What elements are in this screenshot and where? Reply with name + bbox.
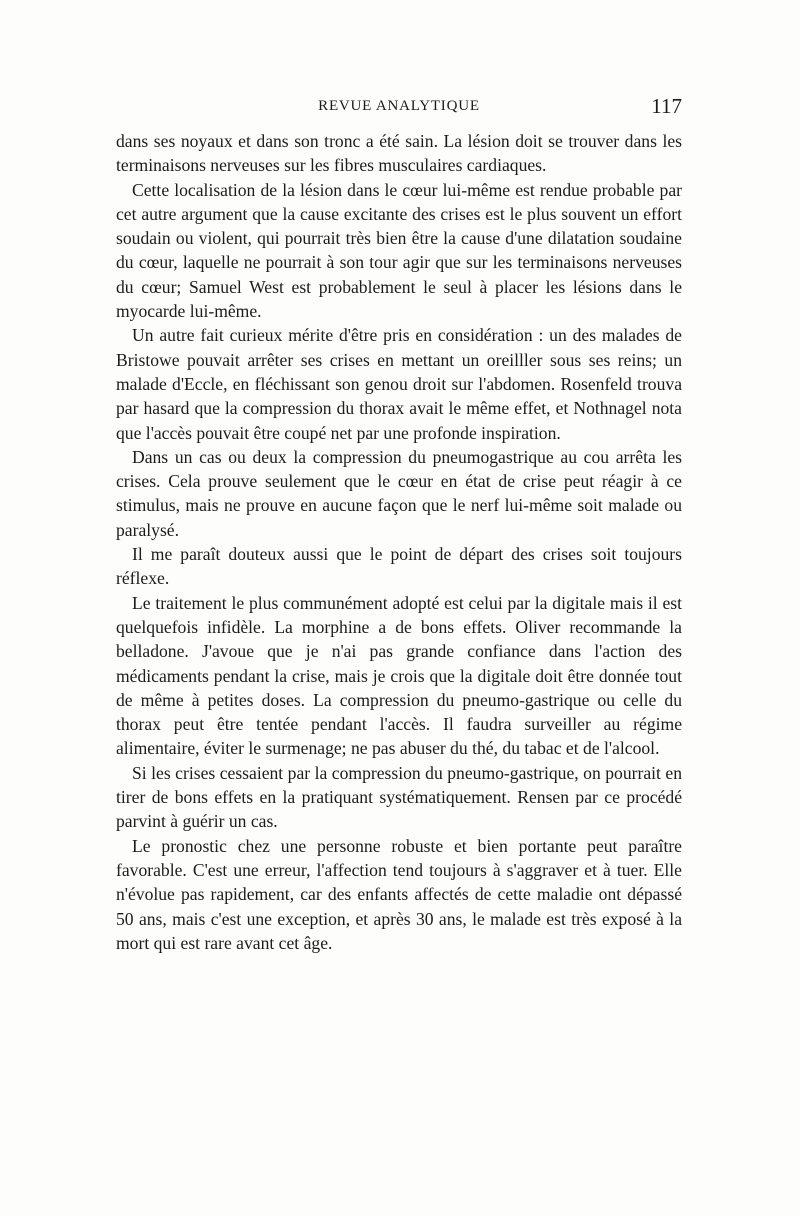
paragraph: Le traitement le plus communément adopté est celui par la digitale mais il est quelquefois infidèle. La morphine a de bons effets. Oliver recommande la belladone. J'avoue que je n'ai pas grande confiance dans l'action des médicaments pendant la crise, mais je crois que la digitale doit être donnée tout de même à petites doses. La compression du pneumo-gastrique ou celle du thorax peut être tentée pendant l'accès. Il faudra surveiller au régime alimentaire, éviter le surmenage; ne pas abuser du thé, du tabac et de l'alcool. xyxy=(116,592,682,759)
body-text xyxy=(116,129,682,955)
page-number: 117 xyxy=(651,94,682,118)
running-title: REVUE ANALYTIQUE xyxy=(318,98,480,114)
paragraph: Le pronostic chez une personne robuste et bien portante peut paraître favorable. C'est une erreur, l'affection tend toujours à s'aggraver et à tuer. Elle n'évolue pas rapidement, car des enfants affectés de cette maladie ont dépassé 50 ans, mais c'est une exception, et après 30 ans, le malade est très exposé à la mort qui est rare avant cet âge. xyxy=(116,835,682,953)
paragraph-continuation: dans ses noyaux et dans son tronc a été sain. La lésion doit se trouver dans les terminaisons nerveuses sur les fibres musculaires cardiaques. xyxy=(116,131,682,176)
paragraph: Dans un cas ou deux la compression du pneumogastrique au cou arrêta les crises. Cela prouve seulement que le cœur en état de crise peut réagir à ce stimulus, mais ne prouve en aucune façon que le nerf lui-même soit malade ou paralysé. xyxy=(116,446,682,540)
paragraph: Cette localisation de la lésion dans le cœur lui-même est rendue probable par cet autre argument que la cause excitante des crises est le plus souvent un effort soudain ou violent, qui pourrait très bien être la cause d'une dilatation soudaine du cœur, laquelle ne pourrait à son tour agir que sur les terminaisons nerveuses du cœur; Samuel West est probablement le seul à placer les lésions dans le myocarde lui-même. xyxy=(116,179,682,322)
paragraph: Si les crises cessaient par la compression du pneumo-gastrique, on pourrait en tirer de bons effets en la pratiquant systématiquement. Rensen par ce procédé parvint à guérir un cas. xyxy=(116,762,682,832)
page-header xyxy=(116,96,682,124)
paragraph: Il me paraît douteux aussi que le point de départ des crises soit toujours réflexe. xyxy=(116,544,682,589)
paragraph: Un autre fait curieux mérite d'être pris en considération : un des malades de Bristowe pouvait arrêter ses crises en mettant un oreilller sous ses reins; un malade d'Eccle, en fléchissant son genou droit sur l'abdomen. Rosenfeld trouva par hasard que la compression du thorax avait le même effet, et Nothnagel nota que l'accès pouvait être coupé net par une profonde inspiration. xyxy=(116,325,682,443)
